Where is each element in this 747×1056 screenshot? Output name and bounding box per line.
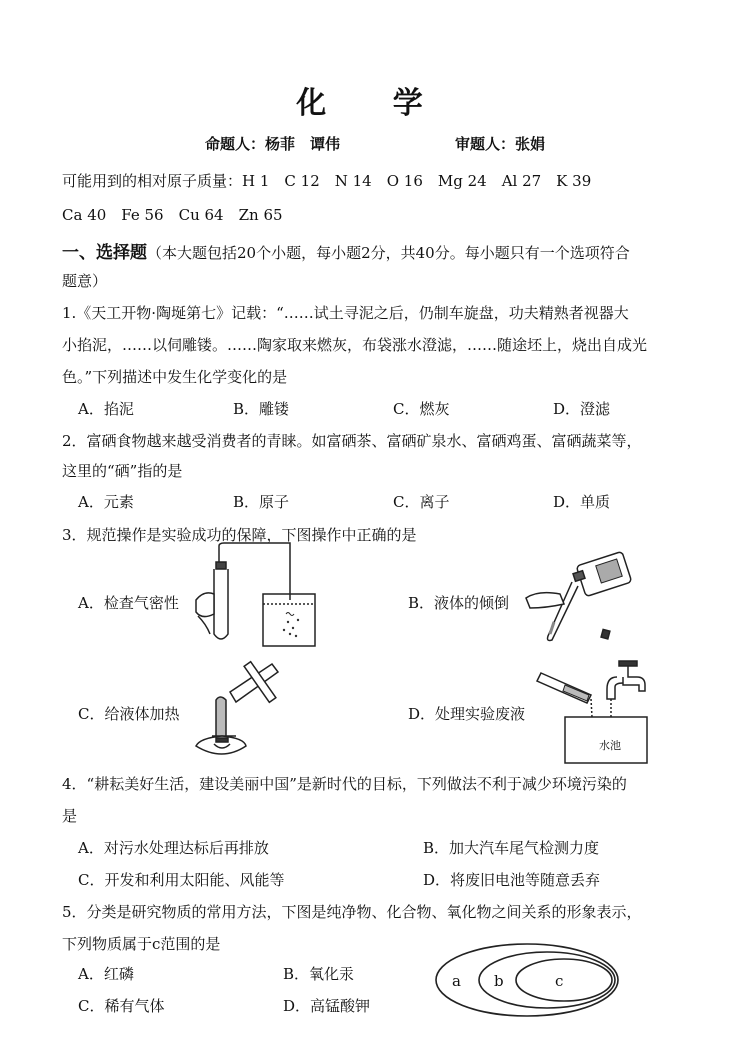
q3-stem: 3．规范操作是实验成功的保障，下图操作中正确的是 <box>62 526 417 544</box>
q1-stem-line2: 小掐泥，……以伺雕镂。……陶家取来燃灰，布袋涨水澄滤，……随途坯上，烧出自成光 <box>62 336 648 354</box>
q4-option-c[interactable]: C．开发和利用太阳能、风能等 <box>78 871 285 889</box>
q4-stem-line2: 是 <box>62 807 78 825</box>
atomic-masses-line1 <box>62 170 591 191</box>
q3-option-d[interactable]: D．处理实验废液 <box>408 705 526 723</box>
q1-option-b[interactable]: B．雕镂 <box>233 400 290 418</box>
composer-line: 命题人：杨菲 谭伟 <box>205 135 341 153</box>
page-title: 化 学 <box>296 86 451 121</box>
sink-label: 水池 <box>599 739 621 752</box>
ellipse-c <box>516 959 612 1001</box>
atomic-masses-values-1: H 1 C 12 N 14 O 16 Mg 24 Al 27 K 39 <box>242 172 592 190</box>
airtightness-check-illustration <box>190 542 325 650</box>
q2-option-d[interactable]: D．单质 <box>553 493 611 511</box>
reviewer-line: 审题人：张娟 <box>455 135 546 153</box>
q5-option-d[interactable]: D．高锰酸钾 <box>283 997 371 1015</box>
q1-option-a[interactable]: A．掐泥 <box>78 400 134 418</box>
ellipse-a <box>436 944 618 1016</box>
waste-liquid-illustration <box>535 655 653 767</box>
q5-option-b[interactable]: B．氧化汞 <box>283 965 355 983</box>
q4-option-b[interactable]: B．加大汽车尾气检测力度 <box>423 839 600 857</box>
heating-liquid-illustration <box>186 658 286 764</box>
q4-option-a[interactable]: A．对污水处理达标后再排放 <box>78 839 269 857</box>
diagram-label-b: b <box>494 972 504 990</box>
atomic-masses-label: 可能用到的相对原子质量： <box>62 172 243 190</box>
atomic-masses-values-2: Ca 40 Fe 56 Cu 64 Zn 65 <box>62 206 283 224</box>
q2-option-a[interactable]: A．元素 <box>78 493 134 511</box>
diagram-label-c: c <box>555 972 564 990</box>
q5-option-a[interactable]: A．红磷 <box>78 965 134 983</box>
section1-desc-cont: 题意） <box>62 272 108 290</box>
q5-stem-line1: 5．分类是研究物质的常用方法，下图是纯净物、化合物、氧化物之间关系的形象表示， <box>62 903 642 921</box>
q3-option-a[interactable]: A．检查气密性 <box>78 594 179 612</box>
section1-desc: （本大题包括20个小题，每小题2分，共40分。每小题只有一个选项符合 <box>147 244 630 262</box>
q5-option-c[interactable]: C．稀有气体 <box>78 997 165 1015</box>
q1-stem-line1: 1.《天工开物·陶埏第七》记载：“……试土寻泥之后，仍制车旋盘，功夫精熟者视器大 <box>62 304 629 322</box>
q2-stem-line2: 这里的“硒”指的是 <box>62 462 183 480</box>
q4-stem-line1: 4．“耕耘美好生活，建设美丽中国”是新时代的目标，下列做法不利于减少环境污染的 <box>62 775 627 793</box>
section1-heading: 一、选择题 <box>62 243 147 263</box>
q2-stem-line1: 2．富硒食物越来越受消费者的青睐。如富硒茶、富硒矿泉水、富硒鸡蛋、富硒蔬菜等， <box>62 432 642 450</box>
q2-option-c[interactable]: C．离子 <box>393 493 450 511</box>
q3-option-b[interactable]: B．液体的倾倒 <box>408 594 510 612</box>
section1-header <box>62 238 630 263</box>
diagram-label-a: a <box>452 972 461 990</box>
q2-option-b[interactable]: B．原子 <box>233 493 290 511</box>
q4-option-d[interactable]: D．将废旧电池等随意丢弃 <box>423 871 601 889</box>
q1-stem-line3: 色。”下列描述中发生化学变化的是 <box>62 368 288 386</box>
q5-stem-line2: 下列物质属于c范围的是 <box>62 935 221 953</box>
pouring-liquid-illustration <box>520 548 635 644</box>
q3-option-c[interactable]: C．给液体加热 <box>78 705 180 723</box>
q1-option-c[interactable]: C．燃灰 <box>393 400 450 418</box>
q1-option-d[interactable]: D．澄滤 <box>553 400 611 418</box>
classification-ellipse-diagram <box>434 942 620 1020</box>
